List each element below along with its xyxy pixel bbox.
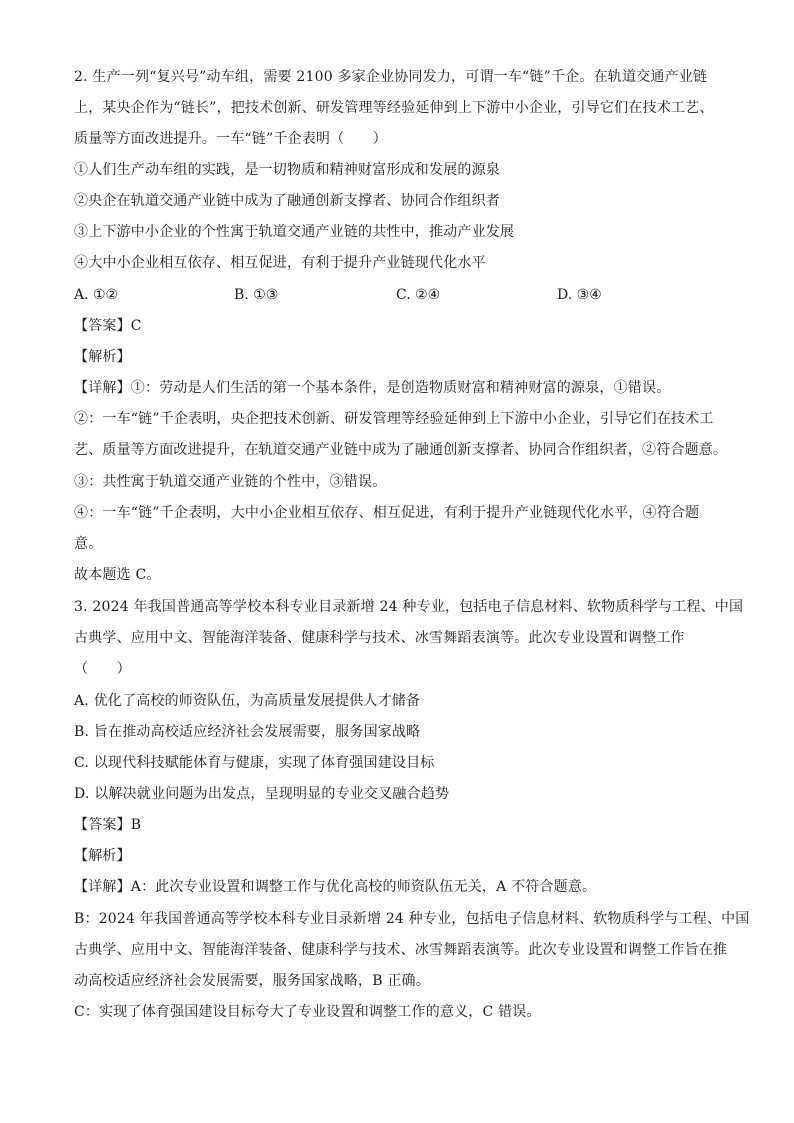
q3-explanation-line-5: C：实现了体育强国建设目标夸大了专业设置和调整工作的意义，C 错误。 xyxy=(74,1004,541,1020)
q2-explanation-line-7: 故本题选 C。 xyxy=(74,567,161,583)
q2-option-b: B. ①③ xyxy=(234,287,279,303)
q2-explanation-line-3: 艺、质量等方面改进提升，在轨道交通产业链中成为了融通创新支撑者、协同合作组织者，②符合题意。 xyxy=(74,442,728,458)
q2-stem-line-2: 上，某央企作为“链长”，把技术创新、研发管理等经验延伸到上下游中小企业，引导它们在技术工艺、 xyxy=(74,100,714,116)
q2-explanation-line-2: ②：一车“链”千企表明，央企把技术创新、研发管理等经验延伸到上下游中小企业，引导它们在技术工 xyxy=(74,411,714,427)
q2-statement-4: ④大中小企业相互依存、相互促进，有利于提升产业链现代化水平 xyxy=(74,255,486,271)
q3-stem-line-3: （ ） xyxy=(74,661,131,677)
q2-statement-1: ①人们生产动车组的实践，是一切物质和精神财富形成和发展的源泉 xyxy=(74,162,500,178)
q2-explanation-line-1: 【详解】①：劳动是人们生活的第一个基本条件，是创造物质财富和精神财富的源泉，①错误。 xyxy=(74,380,671,396)
q2-explanation-line-5: ④：一车“链”千企表明，大中小企业相互依存、相互促进，有利于提升产业链现代化水平，④符合题 xyxy=(74,505,700,521)
q2-stem-line-3: 质量等方面改进提升。一车“链”千企表明（ ） xyxy=(74,131,387,147)
q3-stem-line-1: 3. 2024 年我国普通高等学校本科专业目录新增 24 种专业，包括电子信息材料、软物质科学与工程、中国 xyxy=(74,599,744,615)
q2-option-d: D. ③④ xyxy=(557,287,602,303)
q2-stem-line-1: 2. 生产一列“复兴号”动车组，需要 2100 多家企业协同发力，可谓一车“链”千企。在轨道交通产业链 xyxy=(74,69,708,85)
q3-answer: 【答案】B xyxy=(74,817,142,833)
q3-explanation-line-3: 古典学、应用中文、智能海洋装备、健康科学与技术、冰雪舞蹈表演等。此次专业设置和调整工作旨在推 xyxy=(74,942,728,958)
q2-option-a: A. ①② xyxy=(74,287,119,303)
q3-choice-c: C. 以现代科技赋能体育与健康，实现了体育强国建设目标 xyxy=(74,755,435,771)
q2-analysis-title: 【解析】 xyxy=(74,349,131,365)
q3-analysis-title: 【解析】 xyxy=(74,848,131,864)
q3-choice-b: B. 旨在推动高校适应经济社会发展需要，服务国家战略 xyxy=(74,724,421,740)
q3-choice-d: D. 以解决就业问题为出发点，呈现明显的专业交叉融合趋势 xyxy=(74,786,450,802)
q2-statement-3: ③上下游中小企业的个性寓于轨道交通产业链的共性中，推动产业发展 xyxy=(74,224,515,240)
q3-explanation-line-2: B：2024 年我国普通高等学校本科专业目录新增 24 种专业，包括电子信息材料、软物质科学与工程、中国 xyxy=(74,911,750,927)
q3-choice-a: A. 优化了高校的师资队伍，为高质量发展提供人才储备 xyxy=(74,693,421,709)
q2-explanation-line-6: 意。 xyxy=(74,536,103,552)
q2-option-c: C. ②④ xyxy=(396,287,441,303)
q2-options xyxy=(74,285,724,305)
q3-explanation-line-1: 【详解】A：此次专业设置和调整工作与优化高校的师资队伍无关，A 不符合题意。 xyxy=(74,879,597,895)
q3-stem-line-2: 古典学、应用中文、智能海洋装备、健康科学与技术、冰雪舞蹈表演等。此次专业设置和调整工作 xyxy=(74,630,685,646)
q3-explanation-line-4: 动高校适应经济社会发展需要，服务国家战略，B 正确。 xyxy=(74,973,430,989)
q2-statement-2: ②央企在轨道交通产业链中成为了融通创新支撑者、协同合作组织者 xyxy=(74,193,500,209)
q2-explanation-line-4: ③：共性寓于轨道交通产业链的个性中，③错误。 xyxy=(74,474,387,490)
q2-answer: 【答案】C xyxy=(74,318,142,334)
